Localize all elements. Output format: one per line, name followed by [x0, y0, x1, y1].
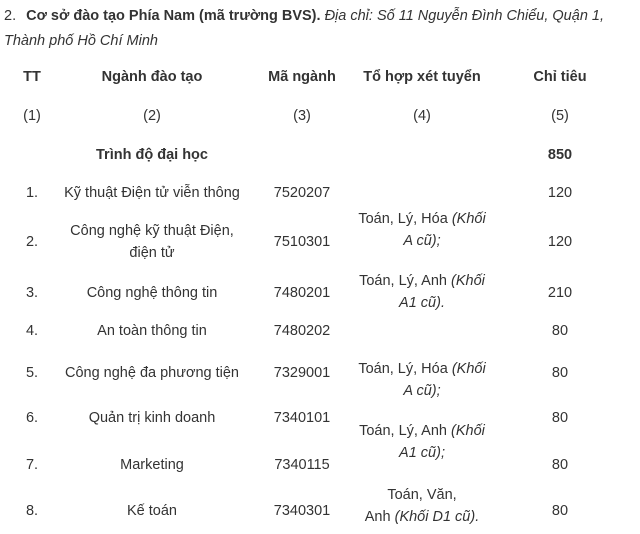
colnum-3: (3) [293, 108, 311, 124]
row-2-code: 7510301 [273, 234, 331, 250]
combo-1-note: (Khối [451, 211, 486, 227]
campus-name: Cơ sở đào tạo Phía Nam (mã trường BVS). [26, 8, 321, 24]
row-6-code: 7340101 [273, 410, 331, 426]
section-intro [4, 4, 636, 54]
header-combo: Tổ hợp xét tuyển [363, 69, 481, 85]
combo-2-subjects: Toán, Lý, Anh [359, 273, 452, 289]
row-1-quota: 120 [547, 185, 573, 201]
combo-4-note: (Khối [451, 423, 485, 439]
row-4-quota: 80 [551, 323, 569, 339]
row-7-tt: 7. [25, 457, 39, 473]
row-4-code: 7480202 [273, 323, 331, 339]
colnum-1: (1) [23, 108, 41, 124]
row-2-tt: 2. [25, 234, 39, 250]
row-8-code: 7340301 [273, 503, 331, 519]
combo-3-note-line2: A cũ); [403, 383, 441, 399]
row-6-major: Quản trị kinh doanh [88, 410, 216, 426]
row-6-quota: 80 [551, 410, 569, 426]
combo-5-note: (Khối D1 cũ). [394, 509, 480, 525]
combo-4-subjects: Toán, Lý, Anh [359, 423, 452, 439]
row-3-code: 7480201 [273, 285, 331, 301]
campus-address: Địa chỉ: Số 11 Nguyễn Đình Chiểu, Quận 1, Thành phố Hồ Chí Minh [4, 8, 605, 49]
row-5-code: 7329001 [273, 365, 331, 381]
row-4-tt: 4. [25, 323, 39, 339]
combo-5-subjects-line2: Anh [364, 509, 395, 525]
combo-1-note-line2: A cũ); [403, 233, 441, 249]
header-major: Ngành đào tạo [101, 69, 203, 85]
combo-3-note: (Khối [451, 361, 486, 377]
combo-2 [352, 270, 492, 314]
colnum-5: (5) [551, 108, 569, 124]
colnum-4: (4) [413, 108, 431, 124]
row-8-quota: 80 [551, 503, 569, 519]
row-8-tt: 8. [25, 503, 39, 519]
combo-5 [352, 484, 492, 528]
row-7-major: Marketing [120, 457, 184, 473]
combo-3-subjects: Toán, Lý, Hóa [358, 361, 452, 377]
level-label: Trình độ đại học [96, 147, 208, 163]
row-4-major: An toàn thông tin [97, 323, 207, 339]
colnum-2: (2) [143, 108, 161, 124]
combo-4-note-line2: A1 cũ); [399, 445, 445, 461]
combo-2-note-line2: A1 cũ). [399, 295, 445, 311]
combo-1 [352, 208, 492, 252]
row-2-major [52, 220, 252, 264]
row-5-major: Công nghệ đa phương tiện [64, 365, 239, 381]
row-2-quota: 120 [547, 234, 573, 250]
combo-3 [352, 358, 492, 402]
row-3-major: Công nghệ thông tin [86, 285, 218, 301]
row-7-quota: 80 [551, 457, 569, 473]
row-1-code: 7520207 [273, 185, 331, 201]
row-2-major-line1: Công nghệ kỹ thuật Điện, [70, 223, 234, 239]
row-8-major: Kế toán [127, 503, 177, 519]
row-5-tt: 5. [25, 365, 39, 381]
header-tt: TT [23, 69, 41, 85]
row-7-code: 7340115 [274, 457, 330, 473]
level-total: 850 [547, 147, 573, 163]
row-1-major: Kỹ thuật Điện tử viễn thông [64, 185, 240, 201]
combo-5-subjects: Toán, Văn, [387, 487, 457, 503]
combo-4 [352, 420, 492, 464]
row-1-tt: 1. [25, 185, 39, 201]
header-quota: Chỉ tiêu [533, 69, 587, 85]
row-3-tt: 3. [25, 285, 39, 301]
combo-2-note: (Khối [451, 273, 485, 289]
row-6-tt: 6. [25, 410, 39, 426]
row-2-major-line2: điện tử [129, 245, 175, 261]
combo-1-subjects: Toán, Lý, Hóa [358, 211, 452, 227]
header-code: Mã ngành [268, 69, 336, 85]
row-5-quota: 80 [551, 365, 569, 381]
section-number: 2. [4, 8, 17, 24]
row-3-quota: 210 [547, 285, 573, 301]
